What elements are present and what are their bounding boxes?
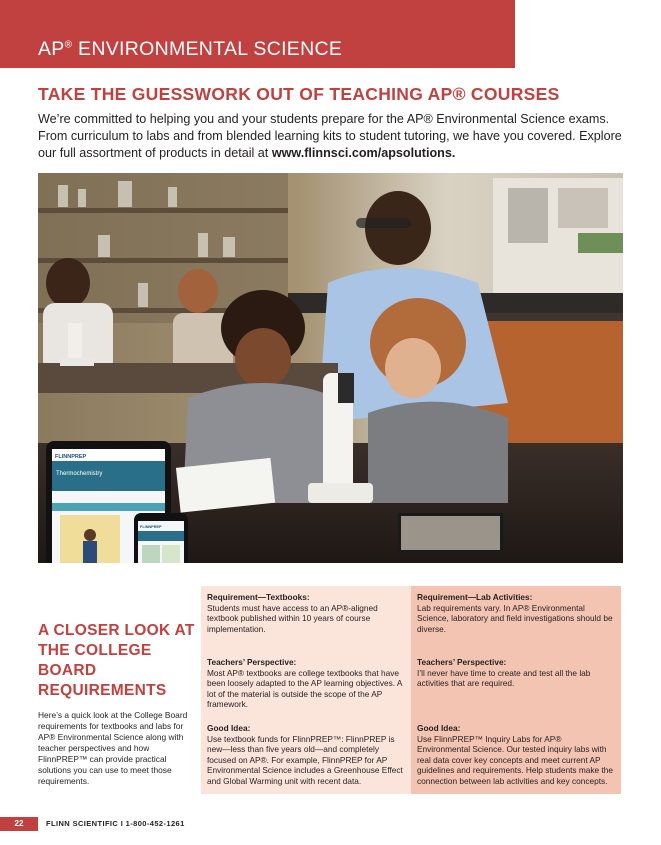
textbooks-perspective: Teachers’ Perspective: Most AP® textbooks are college textbooks that have been loosely adapted to the AP learning objectives. A lot of the material is outside the scope of the AP framework. (207, 657, 402, 710)
page-title: AP® ENVIRONMENTAL SCIENCE (38, 38, 343, 60)
sidebar-heading: A CLOSER LOOK AT THE COLLEGE BOARD REQUIREMENTS (38, 622, 195, 699)
footer-company: FLINN SCIENTIFIC I 1-800-452-1261 (46, 819, 185, 828)
tablet-heading: Thermochemistry (56, 471, 103, 477)
page-footer (0, 817, 661, 831)
title-banner (0, 0, 515, 68)
textbooks-good-idea: Good Idea: Use textbook funds for FlinnPREP™: FlinnPREP is new—less than five years old—and completely focused on AP®. For example, FlinnPREP for AP Environmental Science includes a Greenhouse Effect and Global Warming unit with recent data. (207, 723, 403, 786)
textbooks-column (201, 586, 411, 794)
sidebar-text: Here’s a quick look at the College Board requirements for textbooks and labs for AP® Environmental Science along with teacher perspectives and how FlinnPREP™ can provide practical solutions you can use to meet those requirements. (38, 710, 188, 786)
tablet-brand: FLINNPREP (55, 454, 87, 460)
textbooks-requirement: Requirement—Textbooks: Students must have access to an AP®-aligned textbook published within 10 years of course implementation. (207, 592, 378, 634)
lab-perspective: Teachers’ Perspective: I’ll never have time to create and test all the lab activities that are required. (417, 657, 591, 689)
lab-requirement: Requirement—Lab Activities: Lab requirements vary. In AP® Environmental Science, laboratory and field investigations should be diverse. (417, 592, 613, 634)
intro-paragraph: We’re committed to helping you and your students prepare for the AP® Environmental Science exams. From curriculum to labs and from blended learning kits to student tutoring, we have you covered. Explore our full assortment of products in detail at www.flinnsci.com/apsolutions. (38, 112, 622, 160)
lab-good-idea: Good Idea: Use FlinnPREP™ Inquiry Labs for AP® Environmental Science. Our tested inquiry labs with real data cover key concepts and meet current AP guidelines and requirements. Help students make the connection between lab activities and key concepts. (417, 723, 614, 786)
phone-device (134, 513, 188, 563)
lab-activities-column (411, 586, 621, 794)
classroom-photo (38, 173, 623, 563)
apsolutions-link[interactable]: www.flinnsci.com/apsolutions. (271, 146, 456, 160)
headline: TAKE THE GUESSWORK OUT OF TEACHING AP® COURSES (38, 84, 560, 104)
phone-brand: FLINNPREP (140, 525, 162, 529)
page-number: 22 (0, 817, 38, 831)
